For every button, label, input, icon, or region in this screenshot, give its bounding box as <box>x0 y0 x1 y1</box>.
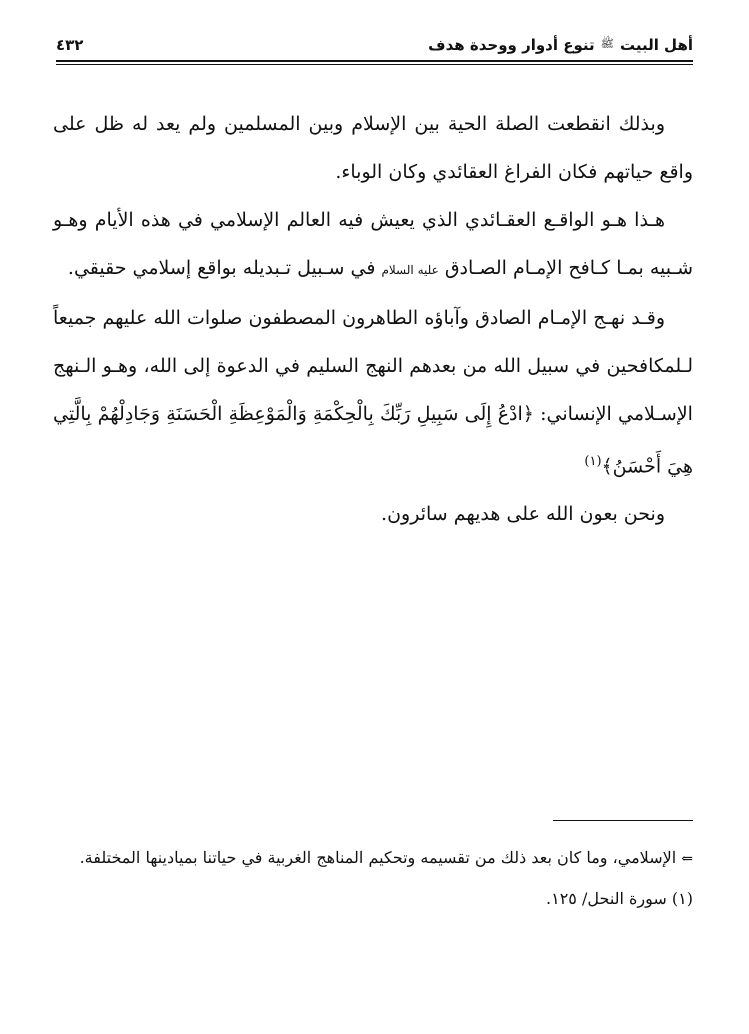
footnotes <box>53 838 693 919</box>
header-rule-thin <box>56 64 693 65</box>
footnote-1: (١) سورة النحل/ ١٢٥. <box>546 889 693 908</box>
header-honorific: ﷺ <box>600 37 614 50</box>
paragraph-2 <box>53 196 693 294</box>
quran-quote-part1: ﴿ادْعُ إِلَى سَبِيلِ رَبِّكَ بِالْحِكْمَةِ وَالْمَوْعِظَةِ <box>228 403 534 425</box>
p3-line3-intro: وهـو الـنهج الإسـلامي الإنساني: <box>53 355 693 425</box>
p4-line1: ونحن بعون الله على هديهم سائرون. <box>381 503 665 526</box>
quran-quote-part2: الْحَسَنَةِ وَجَادِلْهُمْ بِالَّتِي هِيَ أَحْسَنُ﴾ <box>53 403 693 478</box>
footnote-continuation <box>53 838 693 879</box>
p1-line1: وبذلك انقطعت الصلة الحية بين الإسلام وبين المسلمين ولم يعد له ظل <box>94 113 665 135</box>
p3-line1: وقـد نهـج الإمـام الصادق وآباؤه الطاهرون المصطفون صلوات الله عليهم <box>102 307 665 329</box>
header-title <box>428 36 693 54</box>
p2-line3: حقيقي. <box>67 257 127 279</box>
book-title: أهل البيت <box>619 36 693 54</box>
p2-line1: هـذا هـو الواقـع العقـائدي الذي يعيش فيه العالم الإسلامي في هذه الأيام <box>94 209 666 231</box>
p2-line2a: وهـو شـبيه بمـا كـافح الإمـام الصـادق <box>53 209 693 279</box>
paragraph-4 <box>53 490 693 538</box>
p1-line2: على واقع حياتهم فكان الفراغ العقائدي وكان الوباء. <box>53 113 693 183</box>
header-rule-thick <box>56 60 693 62</box>
page-number: ٤٣٢ <box>56 36 84 54</box>
footnote-reference: (١) <box>584 454 602 469</box>
p2-line2b: في سـبيل تـبديله بواقع إسلامي <box>132 257 376 279</box>
main-text <box>53 100 693 538</box>
book-subtitle: تنوع أدوار ووحدة هدف <box>428 36 595 54</box>
paragraph-1 <box>53 100 693 196</box>
footnote-separator <box>553 820 693 821</box>
running-header <box>56 30 693 60</box>
paragraph-3 <box>53 294 693 490</box>
continuation-arrow-icon: ⇐ <box>681 851 693 867</box>
footnote-cont-line1: الإسلامي، وما كان بعد ذلك من تقسيمه وتحكيم المناهج الغربية في حياتنا بميادينها <box>145 848 677 867</box>
footnote-cont-line2: المختلفة. <box>79 848 141 867</box>
p3-line2: جميعاً لـلمكافحين في سبيل الله من بعدهم النهج السليم في الدعوة إلى الله، <box>53 307 693 377</box>
p2-honorific: عليه السلام <box>381 263 439 277</box>
